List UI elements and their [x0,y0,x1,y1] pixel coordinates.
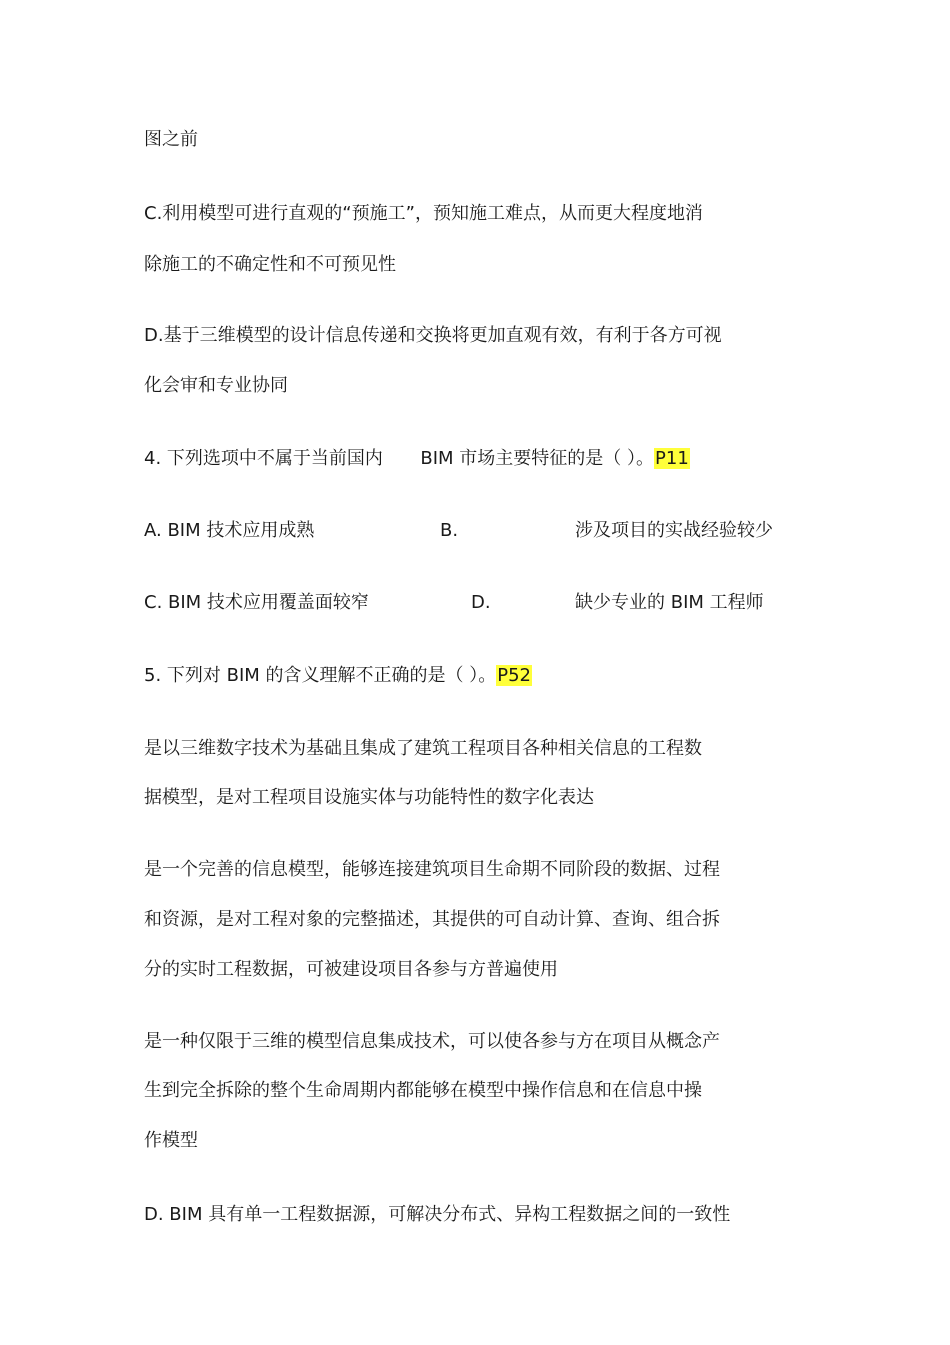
question-5-option-a-line-2: 据模型，是对工程项目设施实体与功能特性的数字化表达 [144,787,594,808]
question-4-option-c: C. BIM 技术应用覆盖面较窄 [144,592,369,613]
question-4-option-b-text: 涉及项目的实战经验较少 [575,520,773,541]
question-5-option-c-line-3: 作模型 [144,1130,198,1151]
question-4-stem-part-2: BIM 市场主要特征的是（ ）。 [420,448,655,469]
question-5-option-b-line-1: 是一个完善的信息模型，能够连接建筑项目生命期不同阶段的数据、过程 [144,859,720,880]
text-line-continuation: 图之前 [144,129,198,150]
question-5-option-c-line-1: 是一种仅限于三维的模型信息集成技术，可以使各参与方在项目从概念产 [144,1031,720,1052]
option-d-line-1: D.基于三维模型的设计信息传递和交换将更加直观有效，有利于各方可视 [144,325,722,346]
question-4-option-d-text: 缺少专业的 BIM 工程师 [575,592,764,613]
option-c-line-2: 除施工的不确定性和不可预见性 [144,254,396,275]
question-5-option-b-line-2: 和资源，是对工程对象的完整描述，其提供的可自动计算、查询、组合拆 [144,909,720,930]
question-5-page-ref: P52 [497,665,532,686]
question-4-option-b-label: B. [440,520,459,541]
option-d-line-2: 化会审和专业协同 [144,375,288,396]
question-5-option-b-line-3: 分的实时工程数据，可被建设项目各参与方普遍使用 [144,959,558,980]
question-4-stem [144,450,690,468]
question-4-stem-part-1: 4. 下列选项中不属于当前国内 [144,448,383,469]
question-4-option-d-label: D. [471,592,491,613]
question-4-page-ref: P11 [655,448,689,469]
question-4-option-a: A. BIM 技术应用成熟 [144,520,315,541]
question-5-option-c-line-2: 生到完全拆除的整个生命周期内都能够在模型中操作信息和在信息中操 [144,1080,702,1101]
question-5-stem [144,667,532,685]
question-5-stem-text: 5. 下列对 BIM 的含义理解不正确的是（ ）。 [144,665,497,686]
option-c-line-1: C.利用模型可进行直观的“预施工”，预知施工难点，从而更大程度地消 [144,203,703,224]
question-5-option-a-line-1: 是以三维数字技术为基础且集成了建筑工程项目各种相关信息的工程数 [144,738,702,759]
question-5-option-d-line-1: D. BIM 具有单一工程数据源，可解决分布式、异构工程数据之间的一致性 [144,1204,731,1225]
